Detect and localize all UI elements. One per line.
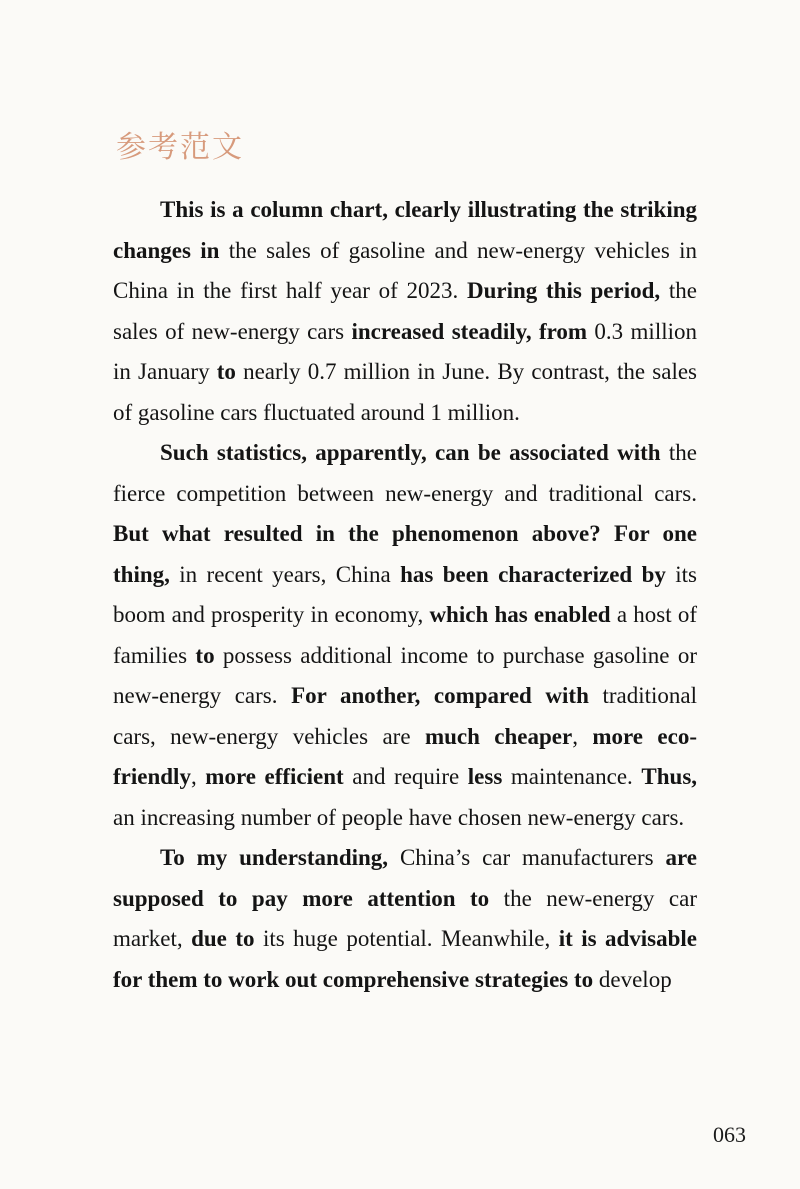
bold-phrase: increased steadily, from xyxy=(351,318,588,344)
bold-phrase: For another, compared with xyxy=(291,683,589,708)
bold-phrase: more eco-friendly xyxy=(113,723,697,789)
section-heading: 参考范文 xyxy=(116,130,244,165)
page-number: 063 xyxy=(713,1122,746,1147)
bold-phrase: to xyxy=(216,359,236,384)
bold-phrase: Thus, xyxy=(641,764,698,789)
bold-phrase: it is advisable for them to work out comprehensive strategies to xyxy=(113,926,698,992)
bold-phrase: During this period, xyxy=(466,278,661,303)
bold-phrase: has been characterized by xyxy=(400,561,666,587)
bold-phrase: To my understanding, xyxy=(160,845,389,870)
bold-phrase: But what resulted in the phenomenon above? For one thing, xyxy=(113,521,697,587)
bold-phrase: are supposed to pay more attention to xyxy=(113,845,697,911)
bold-phrase: more efficient xyxy=(205,764,344,789)
bold-phrase: much cheaper xyxy=(424,723,573,749)
bold-phrase: Such statistics, apparently, can be associated with xyxy=(160,440,661,465)
essay-paragraph-2: Such statistics, apparently, can be associated with the fierce competition between new-energy and traditional cars. But what resulted in the phenomenon above? For one thing, in recent years, China has been characterized by its boom and prosperity in economy, which has enabled a host of families to possess additional income to purchase gasoline or new-energy cars. For another, compared with traditional cars, new-energy vehicles are much cheaper, more eco-friendly, more efficient and require less maintenance. Thus, an increasing number of people have chosen new-energy cars. xyxy=(113,440,698,830)
bold-phrase: due to xyxy=(191,926,255,951)
bold-phrase: This is a column chart, clearly illustrating the striking changes in xyxy=(113,197,697,263)
bold-phrase: to xyxy=(195,642,215,668)
essay-body xyxy=(113,190,697,1000)
essay-paragraph-3: To my understanding, China’s car manufacturers are supposed to pay more attention to the new-energy car market, due to its huge potential. Meanwhile, it is advisable for them to work out comprehensive strategies to develop xyxy=(113,845,698,992)
bold-phrase: which has enabled xyxy=(429,602,611,627)
essay-paragraph-1: This is a column chart, clearly illustrating the striking changes in the sales of gasoline and new-energy vehicles in China in the first half year of 2023. During this period, the sales of new-energy cars increased steadily, from 0.3 million in January to nearly 0.7 million in June. By contrast, the sales of gasoline cars fluctuated around 1 million. xyxy=(113,197,697,425)
bold-phrase: less xyxy=(467,764,503,789)
